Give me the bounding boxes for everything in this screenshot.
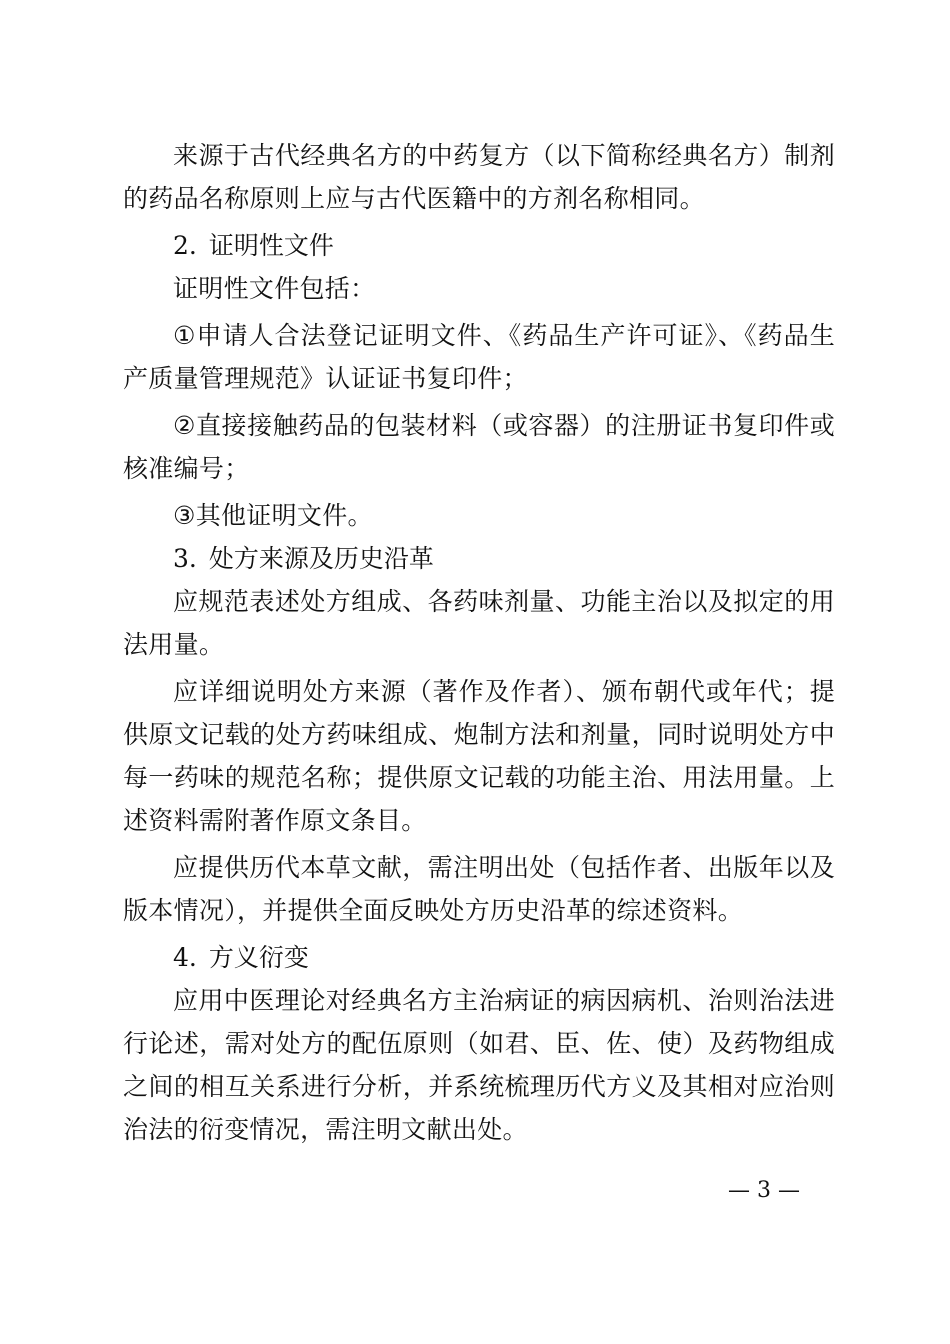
paragraph-item-3: ③其他证明文件。 [173, 501, 373, 530]
heading-number: 4. [173, 943, 197, 972]
paragraph-includes: 证明性文件包括： [173, 274, 376, 303]
paragraph-historical-literature: 应提供历代本草文献，需注明出处（包括作者、出版年以及版本情况），并提供全面反映处方历史沿革的综述资料。 [123, 853, 835, 925]
paragraph-tcm-theory: 应用中医理论对经典名方主治病证的病因病机、治则治法进行论述，需对处方的配伍原则（如君、臣、佐、使）及药物组成之间的相互关系进行分析，并系统梳理历代方义及其相对应治则治法的衍变情况，需注明文献出处。 [123, 986, 835, 1144]
heading-number: 2. [173, 231, 197, 260]
paragraph-drug-name: 来源于古代经典名方的中药复方（以下简称经典名方）制剂的药品名称原则上应与古代医籍中的方剂名称相同。 [123, 141, 835, 213]
document-body [123, 134, 835, 1151]
paragraph-item-2: ②直接接触药品的包装材料（或容器）的注册证书复印件或核准编号； [123, 411, 835, 483]
paragraph-prescription-origin: 应详细说明处方来源（著作及作者）、颁布朝代或年代；提供原文记载的处方药味组成、炮制方法和剂量，同时说明处方中每一药味的规范名称；提供原文记载的功能主治、用法用量。上述资料需附著作原文条目。 [123, 677, 835, 835]
paragraph-item-1: ①申请人合法登记证明文件、《药品生产许可证》、《药品生产质量管理规范》认证证书复印件； [123, 321, 835, 393]
heading-number: 3. [173, 544, 197, 573]
heading-text: 处方来源及历史沿革 [208, 544, 434, 573]
paragraph-prescription-composition: 应规范表述处方组成、各药味剂量、功能主治以及拟定的用法用量。 [123, 587, 835, 659]
heading-text: 方义衍变 [208, 943, 309, 972]
heading-formula-evolution [123, 936, 835, 979]
heading-certification-documents [123, 224, 835, 267]
heading-text: 证明性文件 [208, 231, 334, 260]
page-number: — 3 — [728, 1178, 800, 1203]
heading-prescription-source [123, 537, 835, 580]
